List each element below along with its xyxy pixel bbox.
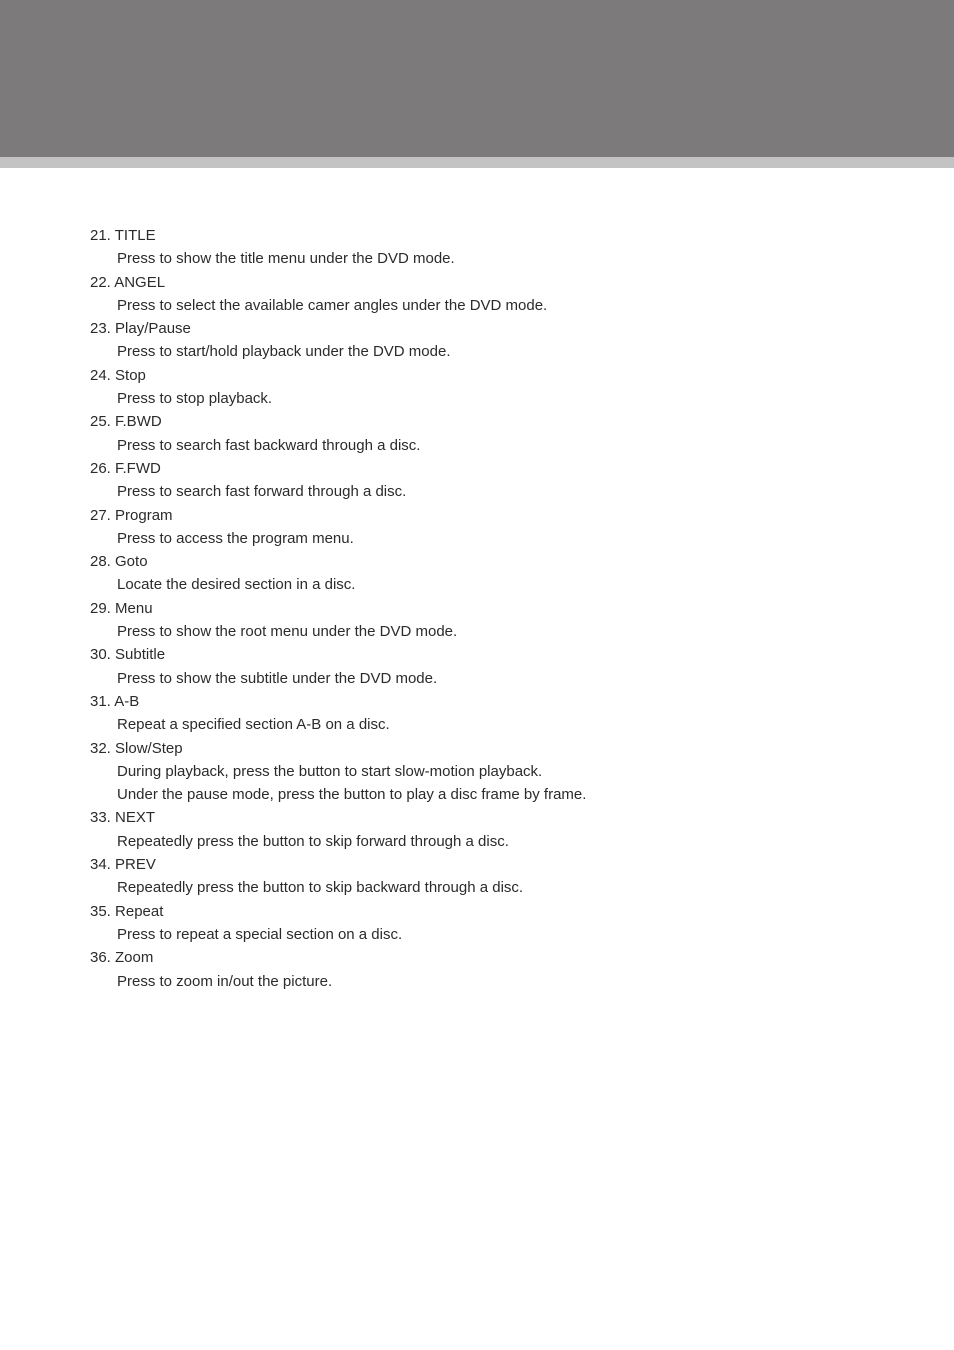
item-heading: 22. ANGEL (90, 273, 166, 291)
item-description: Repeat a specified section A-B on a disc. (117, 716, 390, 734)
item-heading: 24. Stop (90, 366, 146, 384)
item-heading: 30. Subtitle (90, 646, 166, 664)
item-description: Repeatedly press the button to skip backward through a disc. (117, 879, 524, 897)
item-description: Press to show the title menu under the DVD mode. (117, 250, 455, 268)
list-item (90, 853, 870, 900)
item-description: Press to search fast forward through a disc. (117, 483, 407, 501)
item-heading: 23. Play/Pause (90, 320, 191, 338)
item-heading: 36. Zoom (90, 949, 154, 967)
list-item (90, 806, 870, 853)
list-item (90, 457, 870, 504)
item-heading: 32. Slow/Step (90, 739, 183, 757)
item-heading: 33. NEXT (90, 809, 156, 827)
item-heading: 34. PREV (90, 856, 156, 874)
item-heading: 29. Menu (90, 599, 153, 617)
item-heading: 25. F.BWD (90, 413, 162, 431)
item-description: Press to access the program menu. (117, 529, 354, 547)
item-heading: 26. F.FWD (90, 459, 161, 477)
list-item (90, 224, 870, 271)
item-description: During playback, press the button to start slow-motion playback. (117, 762, 543, 780)
list-item (90, 690, 870, 737)
item-description: Repeatedly press the button to skip forward through a disc. (117, 832, 509, 850)
item-description: Press to search fast backward through a disc. (117, 436, 421, 454)
list-item (90, 900, 870, 947)
item-heading: 21. TITLE (90, 227, 156, 244)
list-item (90, 271, 870, 318)
item-heading: 28. Goto (90, 553, 148, 571)
item-description: Press to repeat a special section on a disc. (117, 925, 403, 943)
remote-button-list (90, 224, 870, 993)
list-item (90, 597, 870, 644)
list-item (90, 364, 870, 411)
list-item (90, 317, 870, 364)
item-description: Press to stop playback. (117, 390, 273, 408)
item-description: Under the pause mode, press the button to play a disc frame by frame. (117, 786, 587, 804)
list-item (90, 504, 870, 551)
list-item (90, 946, 870, 993)
item-heading: 27. Program (90, 506, 173, 524)
list-item (90, 737, 870, 807)
header-stripe (0, 157, 954, 168)
item-description: Press to start/hold playback under the DVD mode. (117, 343, 451, 361)
item-description: Press to show the subtitle under the DVD mode. (117, 669, 438, 687)
item-description: Press to zoom in/out the picture. (117, 972, 333, 990)
item-description: Press to select the available camer angles under the DVD mode. (117, 296, 548, 314)
list-item (90, 410, 870, 457)
item-description: Locate the desired section in a disc. (117, 576, 356, 594)
item-description: Press to show the root menu under the DVD mode. (117, 623, 458, 641)
header-band (0, 0, 954, 157)
item-heading: 35. Repeat (90, 902, 164, 920)
list-item (90, 643, 870, 690)
item-heading: 31. A-B (90, 692, 140, 710)
list-item (90, 550, 870, 597)
